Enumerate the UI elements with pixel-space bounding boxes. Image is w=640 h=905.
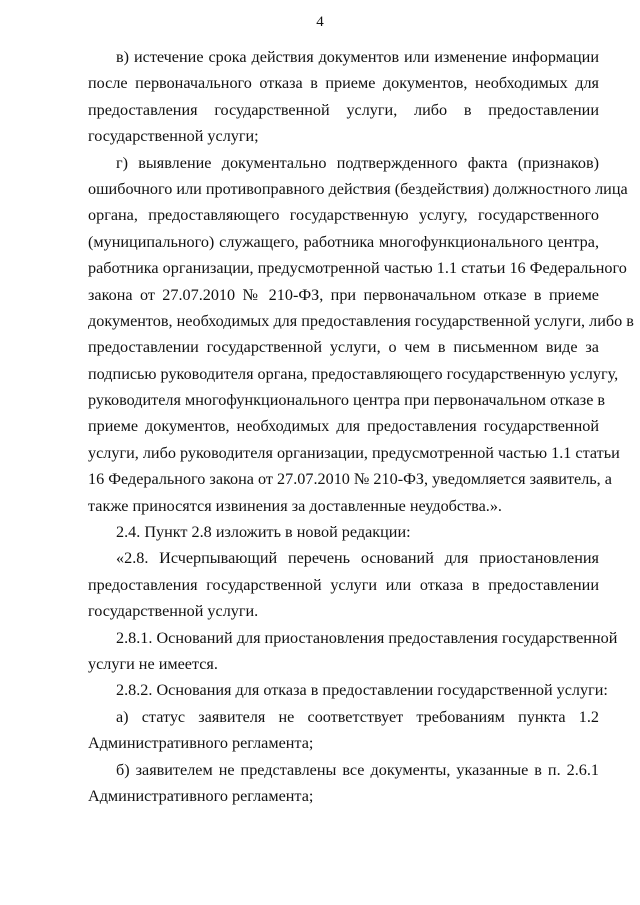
paragraph-line: документов, необходимых для предоставления государственной услуги, либо в xyxy=(88,311,634,330)
paragraph-line: подписью руководителя органа, предоставляющего государственную услугу, xyxy=(88,364,619,383)
paragraph-line: предоставлении государственной услуги, о чем в письменном виде за xyxy=(88,338,599,357)
paragraph-line: государственной услуги; xyxy=(88,127,259,146)
paragraph-line: 2.4. Пункт 2.8 изложить в новой редакции: xyxy=(116,523,411,542)
paragraph-point-2-4 xyxy=(88,519,599,545)
paragraph-line: «2.8. Исчерпывающий перечень оснований для приостановления xyxy=(116,549,599,568)
paragraph-line: руководителя многофункционального центра при первоначальном отказе в xyxy=(88,391,606,410)
paragraph-point-2-8 xyxy=(88,545,599,624)
paragraph-line: органа, предоставляющего государственную услугу, государственного xyxy=(88,206,599,225)
paragraph-point-2-8-1 xyxy=(88,625,618,678)
paragraph-line: услуги не имеется. xyxy=(88,654,218,673)
paragraph-line: работника организации, предусмотренной частью 1.1 статьи 16 Федерального xyxy=(88,259,627,278)
document-body xyxy=(88,44,634,809)
paragraph-line: б) заявителем не представлены все документы, указанные в п. 2.6.1 xyxy=(116,760,599,779)
paragraph-line: услуги, либо руководителя организации, предусмотренной частью 1.1 статьи xyxy=(88,443,620,462)
paragraph-line: предоставления государственной услуги, либо в предоставлении xyxy=(88,100,599,119)
paragraph-line: государственной услуги. xyxy=(88,602,259,621)
paragraph-line: а) статус заявителя не соответствует требованиям пункта 1.2 xyxy=(116,707,599,726)
paragraph-line: 16 Федерального закона от 27.07.2010 № 210-ФЗ, уведомляется заявитель, а xyxy=(88,470,612,489)
paragraph-item-g xyxy=(88,150,634,519)
paragraph-line: (муниципального) служащего, работника многофункционального центра, xyxy=(88,232,599,251)
paragraph-item-b xyxy=(88,757,599,810)
paragraph-item-a xyxy=(88,704,599,757)
paragraph-point-2-8-2 xyxy=(88,677,608,703)
paragraph-line: ошибочного или противоправного действия (бездействия) должностного лица xyxy=(88,179,628,198)
paragraph-line: 2.8.1. Оснований для приостановления предоставления государственной xyxy=(116,628,618,647)
paragraph-line: приеме документов, необходимых для предоставления государственной xyxy=(88,417,599,436)
paragraph-line: после первоначального отказа в приеме документов, необходимых для xyxy=(88,74,599,93)
paragraph-line: Административного регламента; xyxy=(88,786,314,805)
paragraph-line: закона от 27.07.2010 № 210-ФЗ, при первоначальном отказе в приеме xyxy=(88,285,599,304)
paragraph-line: также приносятся извинения за доставленные неудобства.». xyxy=(88,496,502,515)
paragraph-line: предоставления государственной услуги или отказа в предоставлении xyxy=(88,575,599,594)
paragraph-line: г) выявление документально подтвержденного факта (признаков) xyxy=(116,153,599,172)
paragraph-line: Административного регламента; xyxy=(88,734,314,753)
paragraph-item-v xyxy=(88,44,599,150)
page-number: 4 xyxy=(316,14,324,30)
paragraph-line: в) истечение срока действия документов или изменение информации xyxy=(116,48,599,66)
paragraph-line: 2.8.2. Основания для отказа в предоставлении государственной услуги: xyxy=(116,681,608,700)
